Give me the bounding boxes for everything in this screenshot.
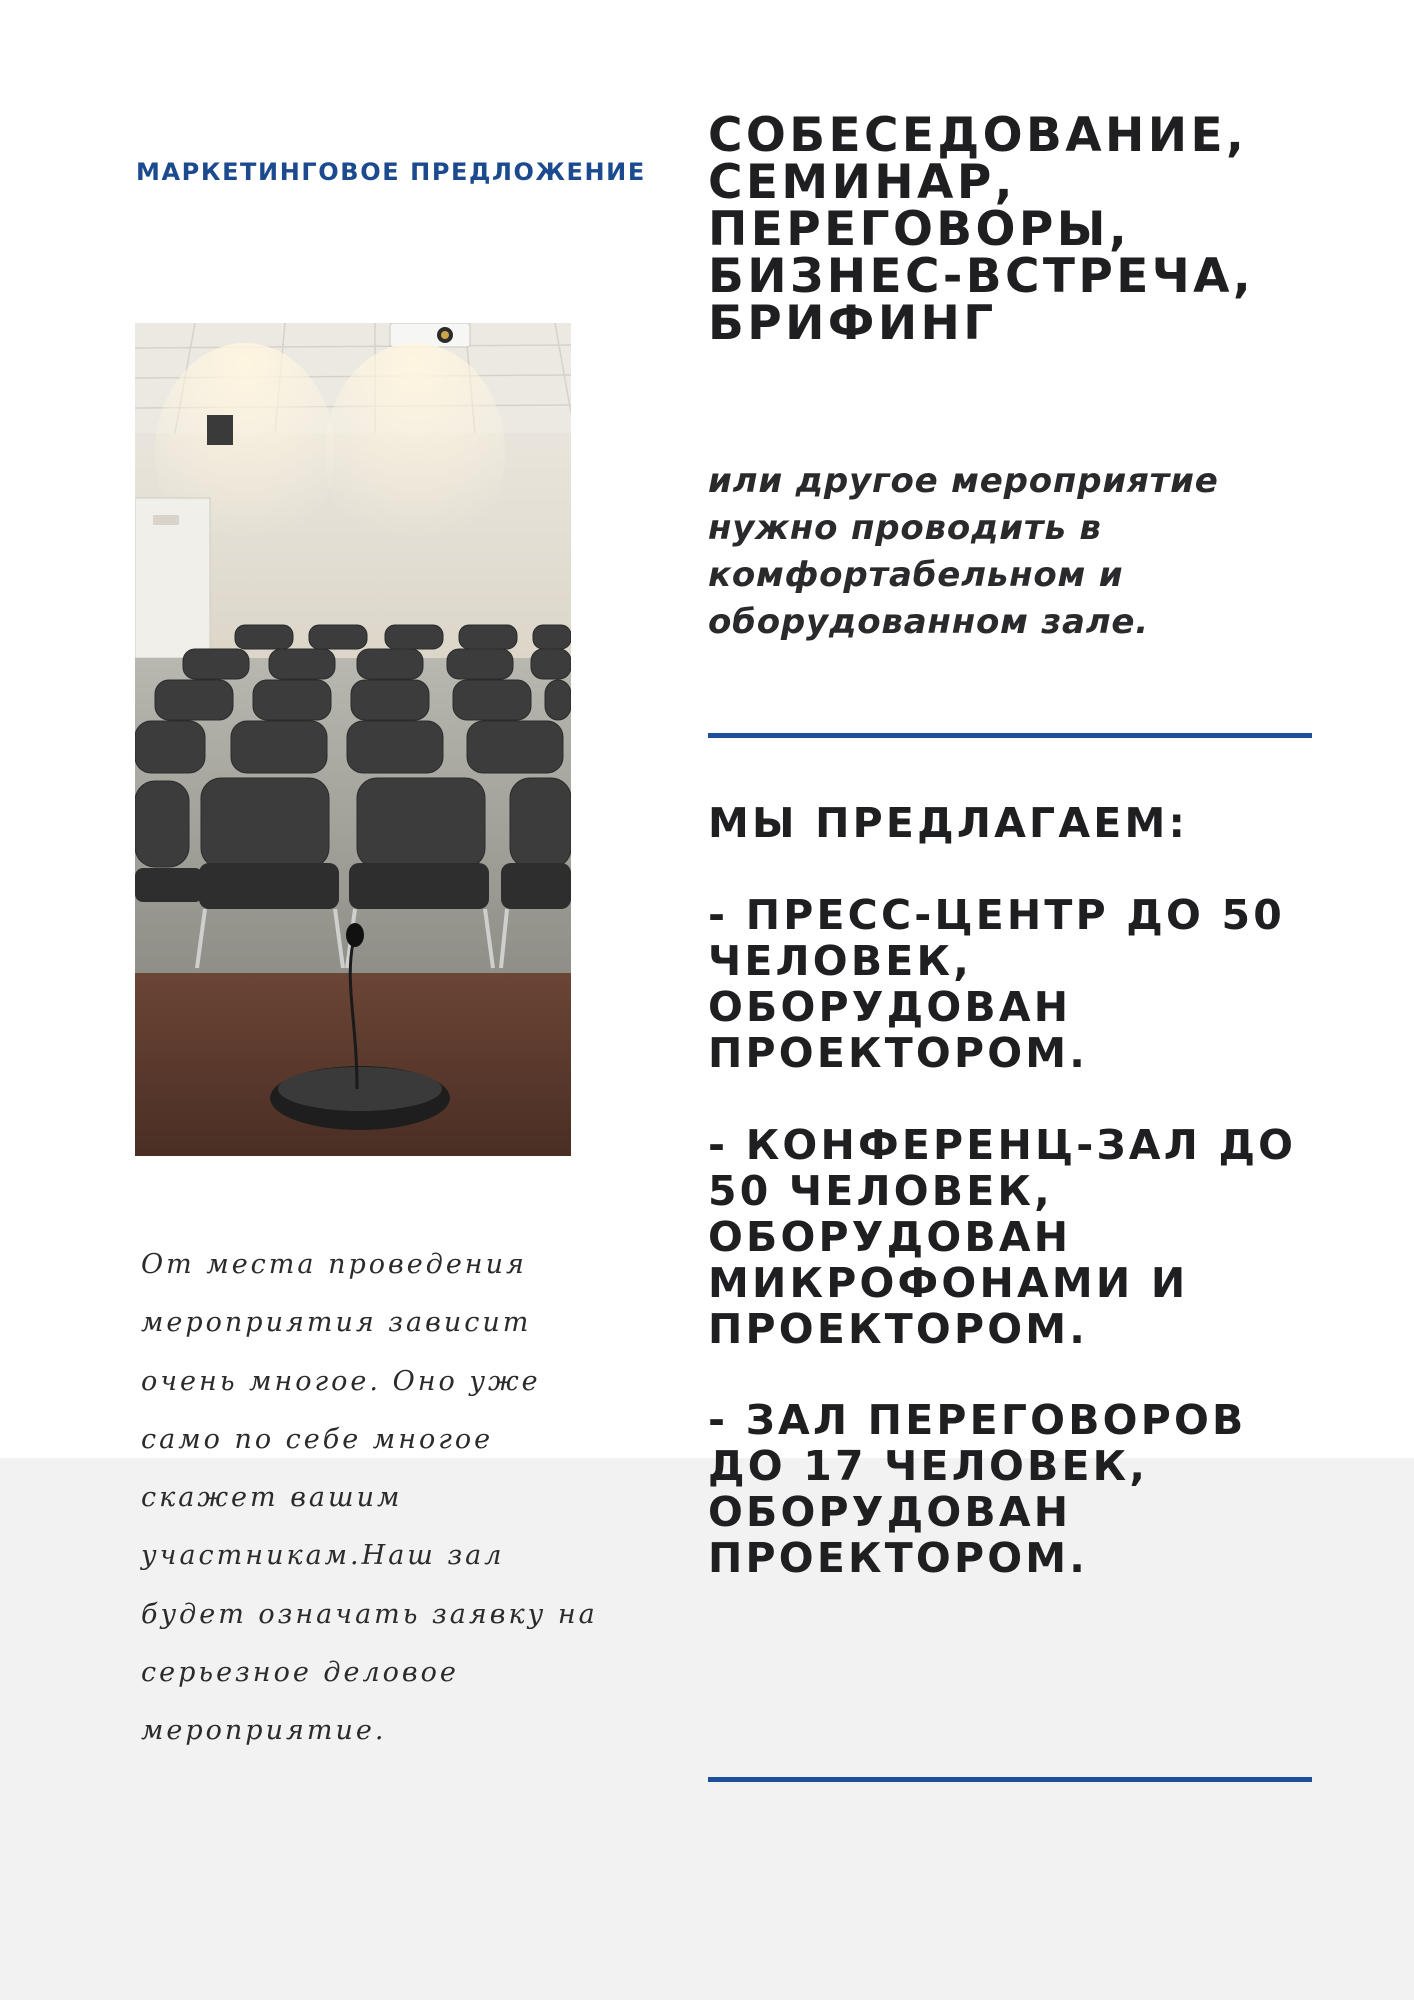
offers-heading: МЫ ПРЕДЛАГАЕМ: — [708, 799, 1189, 847]
offer-item-conference-hall: - КОНФЕРЕНЦ-ЗАЛ ДО 50 ЧЕЛОВЕК, ОБОРУДОВАН МИКРОФОНАМИ И ПРОЕКТОРОМ. — [708, 1121, 1297, 1353]
offer-item-meeting-room: - ЗАЛ ПЕРЕГОВОРОВ ДО 17 ЧЕЛОВЕК, ОБОРУДОВАН ПРОЕКТОРОМ. — [708, 1396, 1247, 1582]
eyebrow-label: МАРКЕТИНГОВОЕ ПРЕДЛОЖЕНИЕ — [136, 158, 646, 186]
conference-hall-photo — [135, 323, 571, 1156]
divider-top — [708, 733, 1312, 738]
intro-text: или другое мероприятие нужно проводить в комфортабельном и оборудованном зале. — [708, 461, 1219, 642]
offer-item-press-center: - ПРЕСС-ЦЕНТР ДО 50 ЧЕЛОВЕК, ОБОРУДОВАН ПРОЕКТОРОМ. — [708, 891, 1286, 1077]
body-paragraph: От места проведения мероприятия зависит очень многое. Оно уже само по себе многое скажет вашим участникам.Наш зал будет означать заявку на серьезное деловое мероприятие. — [141, 1249, 598, 1747]
headline: СОБЕСЕДОВАНИЕ, СЕМИНАР, ПЕРЕГОВОРЫ, БИЗНЕС-ВСТРЕЧА, БРИФИНГ — [708, 108, 1255, 351]
divider-bottom — [708, 1777, 1312, 1782]
